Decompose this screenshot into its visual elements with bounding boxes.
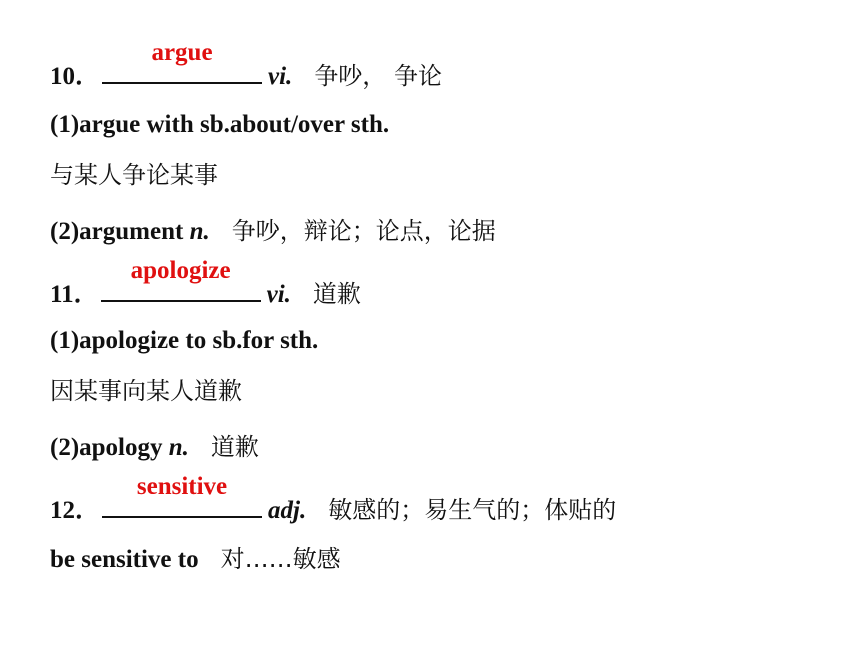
part-of-speech: n. xyxy=(168,434,189,461)
entry-12-header xyxy=(50,473,617,526)
meaning: 争吵， 争论 xyxy=(314,62,442,90)
phrase-cn: 争吵，辩论；论点，论据 xyxy=(231,217,496,245)
entry-10-phrase-1-cn: 与某人争论某事 xyxy=(50,161,218,189)
phrase-en: be sensitive to xyxy=(50,546,199,573)
phrase-cn: 对……敏感 xyxy=(220,545,341,573)
answer-text: apologize xyxy=(130,257,231,284)
phrase-cn: 道歉 xyxy=(210,433,259,461)
part-of-speech: adj. xyxy=(268,497,307,524)
answer-blank xyxy=(101,257,261,302)
part-of-speech: n. xyxy=(189,218,210,245)
entry-12-phrase-1 xyxy=(50,544,341,575)
entry-10-phrase-2 xyxy=(50,216,496,247)
phrase-en: (2)argument xyxy=(50,218,184,245)
part-of-speech: vi. xyxy=(266,281,291,308)
answer-text: argue xyxy=(151,39,213,66)
phrase-en: (2)apology xyxy=(50,434,163,461)
meaning: 道歉 xyxy=(312,280,361,308)
entry-11-phrase-1 xyxy=(50,326,318,356)
entry-11-phrase-2 xyxy=(50,432,259,463)
entry-number: 10． xyxy=(50,63,101,90)
answer-text: sensitive xyxy=(136,473,228,500)
answer-blank xyxy=(102,473,262,518)
part-of-speech: vi. xyxy=(268,63,293,90)
entry-11-phrase-1-cn: 因某事向某人道歉 xyxy=(50,377,242,405)
entry-10-header xyxy=(50,39,442,92)
phrase-en: (1)apologize to sb.for sth. xyxy=(50,327,319,354)
meaning: 敏感的；易生气的；体贴的 xyxy=(328,496,617,524)
entry-number: 12． xyxy=(50,497,101,524)
entry-11-header xyxy=(50,257,361,310)
entry-number: 11． xyxy=(50,281,99,308)
entry-10-phrase-1 xyxy=(50,110,389,140)
answer-blank xyxy=(102,39,262,84)
phrase-en: (1)argue with sb.about/over sth. xyxy=(50,111,390,138)
